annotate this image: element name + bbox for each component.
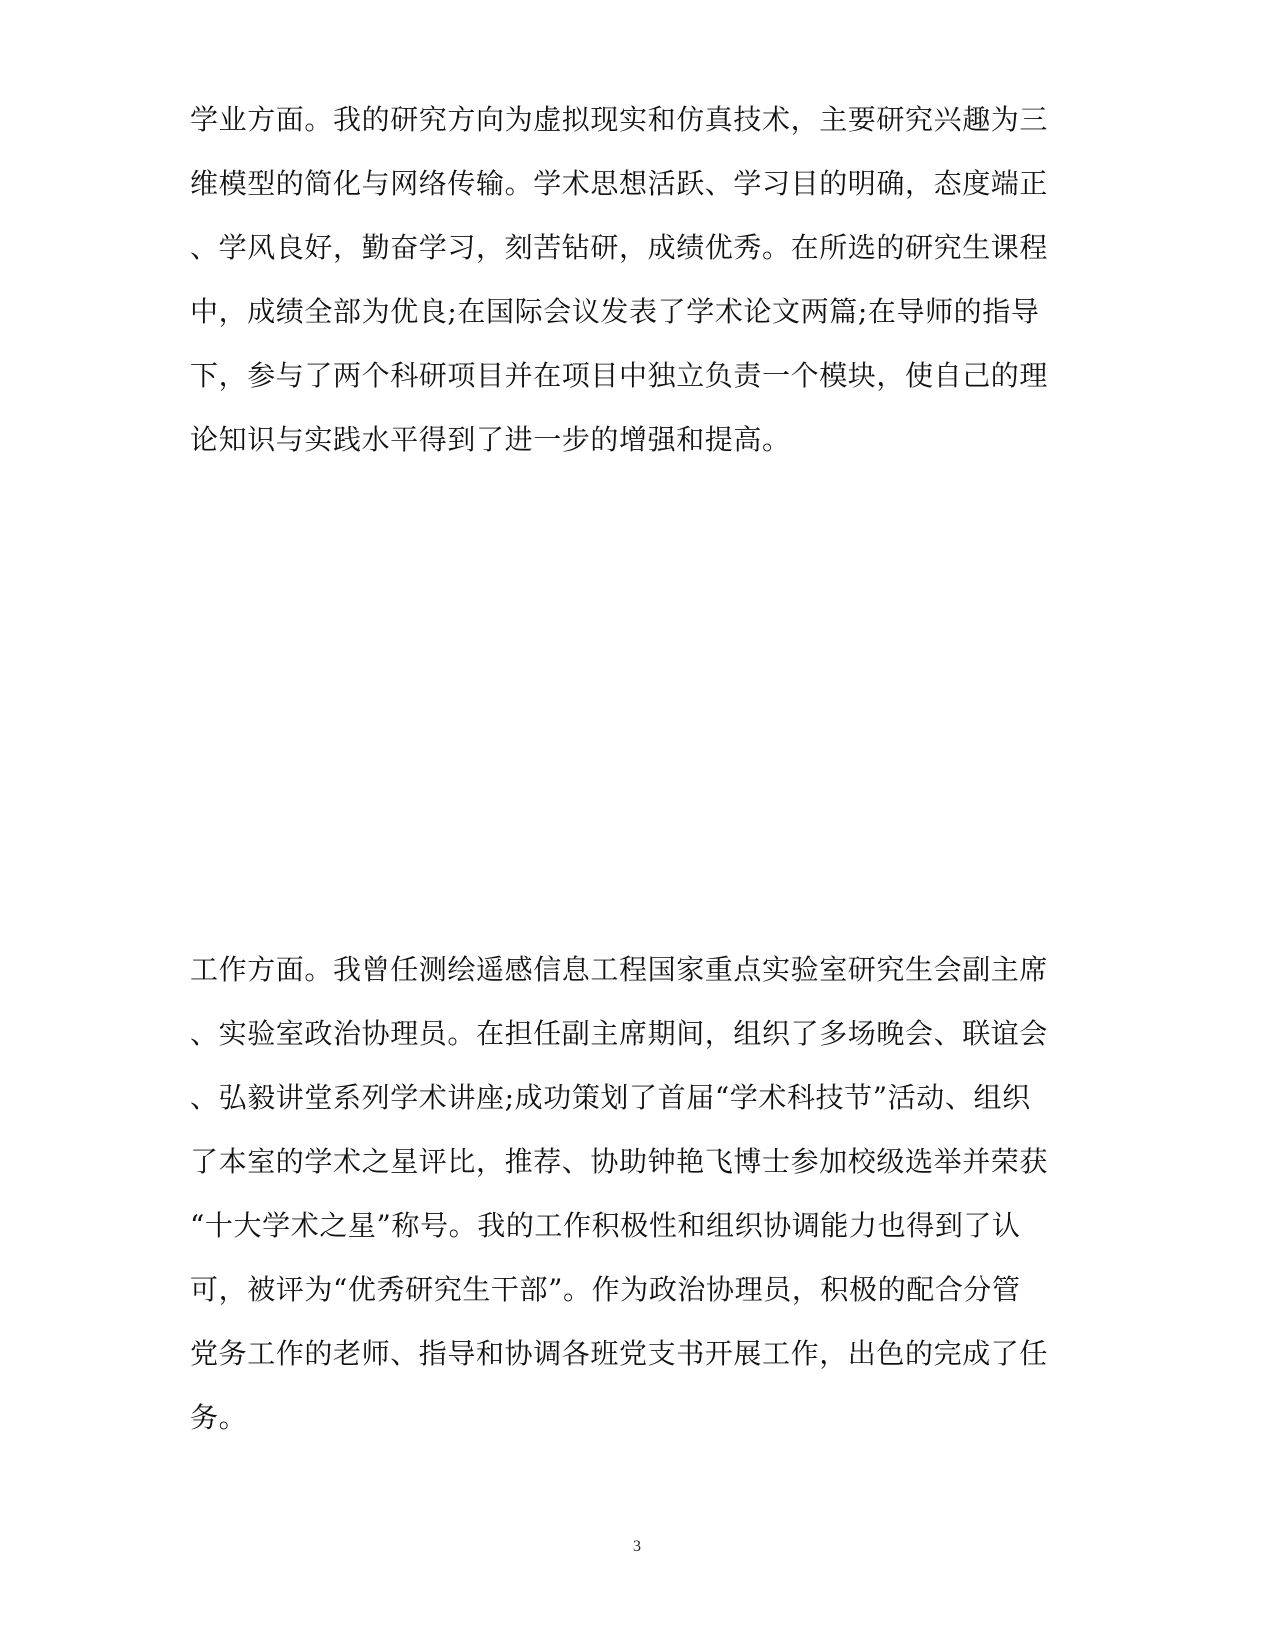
paragraph-line: 了本室的学术之星评比，推荐、协助钟艳飞博士参加校级选举并荣获	[190, 1145, 1049, 1178]
paragraph-line: 学业方面。我的研究方向为虚拟现实和仿真技术，主要研究兴趣为三	[190, 103, 1049, 136]
paragraph-line: 可，被评为“优秀研究生干部”。作为政治协理员，积极的配合分管	[190, 1273, 1021, 1306]
paragraph-work	[190, 938, 1090, 1450]
page-number: 3	[633, 1538, 641, 1555]
paragraph-line: 党务工作的老师、指导和协调各班党支书开展工作，出色的完成了任	[190, 1337, 1049, 1370]
paragraph-line: 维模型的简化与网络传输。学术思想活跃、学习目的明确，态度端正	[190, 167, 1049, 200]
paragraph-line: “十大学术之星”称号。我的工作积极性和组织协调能力也得到了认	[190, 1209, 1021, 1242]
paragraph-line: 务。	[190, 1401, 248, 1434]
paragraph-line: 论知识与实践水平得到了进一步的增强和提高。	[190, 423, 791, 456]
paragraph-academic	[190, 88, 1090, 472]
paragraph-line: 中，成绩全部为优良;在国际会议发表了学术论文两篇;在导师的指导	[190, 295, 1040, 328]
paragraph-line: 下，参与了两个科研项目并在项目中独立负责一个模块，使自己的理	[190, 359, 1049, 392]
paragraph-line: 、实验室政治协理员。在担任副主席期间，组织了多场晚会、联谊会	[190, 1017, 1049, 1050]
paragraph-line: 、弘毅讲堂系列学术讲座;成功策划了首届“学术科技节”活动、组织	[190, 1081, 1031, 1114]
paragraph-line: 、学风良好，勤奋学习，刻苦钻研，成绩优秀。在所选的研究生课程	[190, 231, 1049, 264]
paragraph-line: 工作方面。我曾任测绘遥感信息工程国家重点实验室研究生会副主席	[190, 953, 1049, 986]
